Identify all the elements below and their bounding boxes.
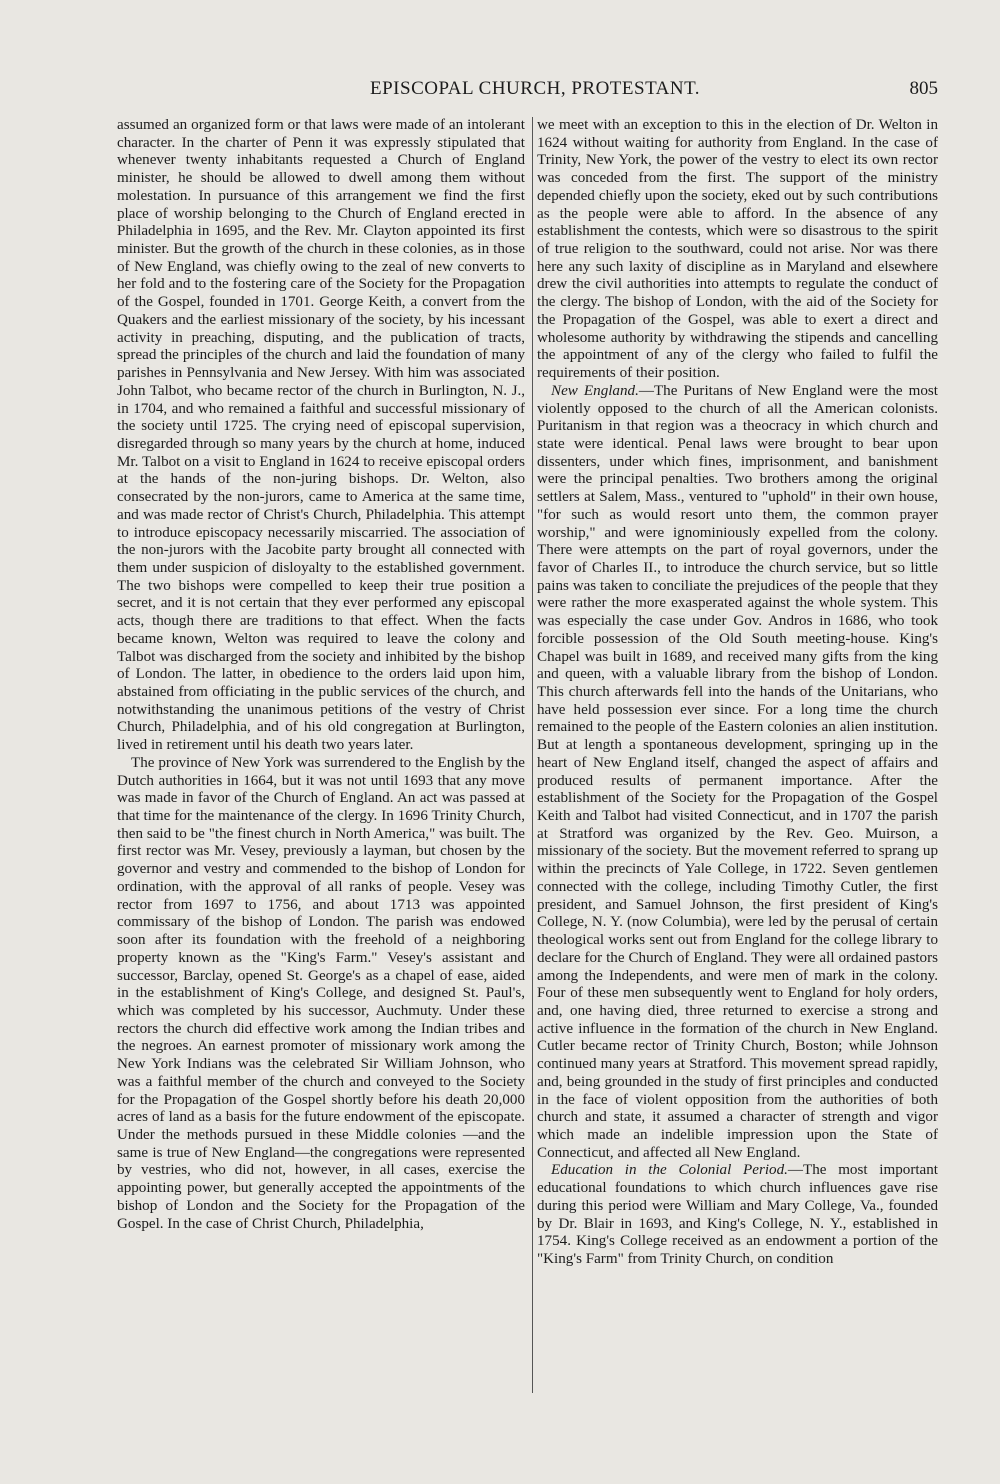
- section-heading: New England.: [551, 382, 639, 399]
- paragraph: assumed an organized form or that laws were made of an intolerant character. In the charter of Penn it was expressly stipulated that whenever twenty inhabitants requested a Church of England minister, he should be allowed to dwell among them without molestation. In pursuance of this arrangement we find the first place of worship belonging to the Church of England erected in Philadelphia in 1695, and the Rev. Mr. Clayton appointed its first minister. But the growth of the church in these colonies, as in those of New England, was chiefly owing to the zeal of new converts to her fold and to the fostering care of the Society for the Propagation of the Gospel, founded in 1701. George Keith, a convert from the Quakers and the earliest missionary of the society, by his incessant activity in preaching, disputing, and the publication of tracts, spread the principles of the church and laid the foundation of many parishes in Pennsylvania and New Jersey. With him was associated John Talbot, who became rector of the church in Burlington, N. J., in 1704, and who remained a faithful and successful missionary of the society until 1725. The crying need of episcopal supervision, disregarded through so many years by the church at home, induced Mr. Talbot on a visit to England in 1624 to receive episcopal orders at the hands of the non-juring bishops. Dr. Welton, also consecrated by the non-jurors, came to America at the same time, and was made rector of Christ's Church, Philadelphia. This attempt to introduce episcopacy necessarily miscarried. The association of the non-jurors with the Jacobite party brought all connected with them under suspicion of disloyalty to the established government. The two bishops were compelled to keep their true position a secret, and it is not certain that they ever performed any episcopal acts, though there are traditions to that effect. When the facts became known, Welton was required to leave the colony and Talbot was discharged from the society and inhibited by the bishop of London. The latter, in obedience to the orders laid upon him, abstained from officiating in the public services of the church, and notwithstanding the unanimous petitions of the vestry of Christ Church, Philadelphia, and of his old congregation at Burlington, lived in retirement until his death two years later.: [117, 117, 525, 754]
- section-education: [537, 1162, 938, 1268]
- paragraph: The province of New York was surrendered to the English by the Dutch authorities in 1664, but it was not until 1693 that any move was made in favor of the Church of England. An act was passed at that time for the maintenance of the clergy. In 1696 Trinity Church, then said to be "the finest church in North America," was built. The first rector was Mr. Vesey, previously a layman, but chosen by the governor and vestry and commended to the bishop of London for ordination, with the approval of all ranks of people. Vesey was rector from 1697 to 1756, and about 1713 was appointed commissary of the bishop of London. The parish was endowed soon after its foundation with the freehold of a neighboring property known as the "King's Farm." Vesey's assistant and successor, Barclay, opened St. George's as a chapel of ease, aided in the establishment of King's College, and designed St. Paul's, which was completed by his successor, Auchmuty. Under these rectors the church did effective work among the Indian tribes and the negroes. An earnest promoter of missionary work among the New York Indians was the celebrated Sir William Johnson, who was a faithful member of the church and conveyed to the Society for the Propagation of the Gospel shortly before his death 20,000 acres of land as a basis for the future endowment of the episcopate. Under the methods pursued in these Middle colonies —and the same is true of New England—the congregations were represented by vestries, who did not, however, in all cases, exercise the appointing power, but generally accepted the appointments of the bishop of London and the Society for the Propagation of the Gospel. In the case of Christ Church, Philadelphia,: [117, 754, 525, 1232]
- section-new-england: [537, 383, 938, 1163]
- page-number: 805: [909, 78, 938, 99]
- section-text: —The most important educational foundations to which church influences gave rise during this period were William and Mary College, Va., founded by Dr. Blair in 1693, and King's College, N. Y., established in 1754. King's College received as an endowment a portion of the "King's Farm" from Trinity Church, on condition: [537, 1162, 938, 1267]
- paragraph: we meet with an exception to this in the election of Dr. Welton in 1624 without waiting for authority from England. In the case of Trinity, New York, the power of the vestry to elect its own rector was conceded from the first. The support of the ministry depended chiefly upon the society, eked out by such contributions as the people were able to afford. In the absence of any establishment the contests, which were so disastrous to the spirit of true religion to the southward, could not arise. Nor was there here any such laxity of discipline as in Maryland and elsewhere drew the civil authorities into attempts to regulate the conduct of the clergy. The bishop of London, with the aid of the Society for the Propagation of the Gospel, was able to exert a direct and wholesome authority by withdrawing the stipends and cancelling the appointment of any of the clergy who failed to fulfil the requirements of their position.: [537, 117, 938, 382]
- page-header: [116, 78, 938, 106]
- left-column: [117, 117, 525, 1407]
- section-text: —The Puritans of New England were the most violently opposed to the church of all the American colonists. Puritanism in that region was a theocracy in which church and state were identical. Penal laws were brought to bear upon dissenters, under which fines, imprisonment, and banishment were the principal penalties. Two brothers among the original settlers at Salem, Mass., ventured to "uphold" in their own house, "for such as would resort unto them, the common prayer worship," and were ignominiously expelled from the colony. There were attempts on the part of royal governors, under the favor of Charles II., to introduce the church service, but so little pains was taken to conciliate the prejudices of the people that they were rather the more exasperated against the whole system. This was especially the case under Gov. Andros in 1686, who took forcible possession of the Old South meeting-house. King's Chapel was built in 1689, and received many gifts from the king and queen, with a valuable library from the bishop of London. This church afterwards fell into the hands of the Unitarians, who have held possession ever since. For a long time the church remained to the people of the Eastern colonies an alien institution. But at length a spontaneous development, springing up in the heart of New England itself, changed the aspect of affairs and produced results of permanent importance. After the establishment of the Society for the Propagation of the Gospel Keith and Talbot had visited Connecticut, and in 1707 the parish at Stratford was organized by the Rev. Geo. Muirson, a missionary of the society. But the movement referred to sprang up within the precincts of Yale College, in 1722. Seven gentlemen connected with the college, including Timothy Cutler, the first president, and Samuel Johnson, the first president of King's College, N. Y. (now Columbia), were led by the perusal of certain theological works sent out from England for the college library to declare for the Church of England. They were all ordained pastors among the Independents, and were men of mark in the colony. Four of these men subsequently went to England for holy orders, and, one having died, three returned to exercise a strong and active influence in the formation of the church in New England. Cutler became rector of Trinity Church, Boston; while Johnson continued many years at Stratford. This movement spread rapidly, and, being grounded in the study of first principles and conducted in the face of violent opposition from the authorities of both church and state, it assumed a character of strength and vigor which made an indelible impression upon the State of Connecticut, and affected all New England.: [537, 382, 938, 1161]
- section-heading: Education in the Colonial Period.: [551, 1162, 788, 1179]
- column-divider: [532, 117, 533, 1393]
- running-title: EPISCOPAL CHURCH, PROTESTANT.: [370, 78, 701, 99]
- right-column: [537, 117, 938, 1407]
